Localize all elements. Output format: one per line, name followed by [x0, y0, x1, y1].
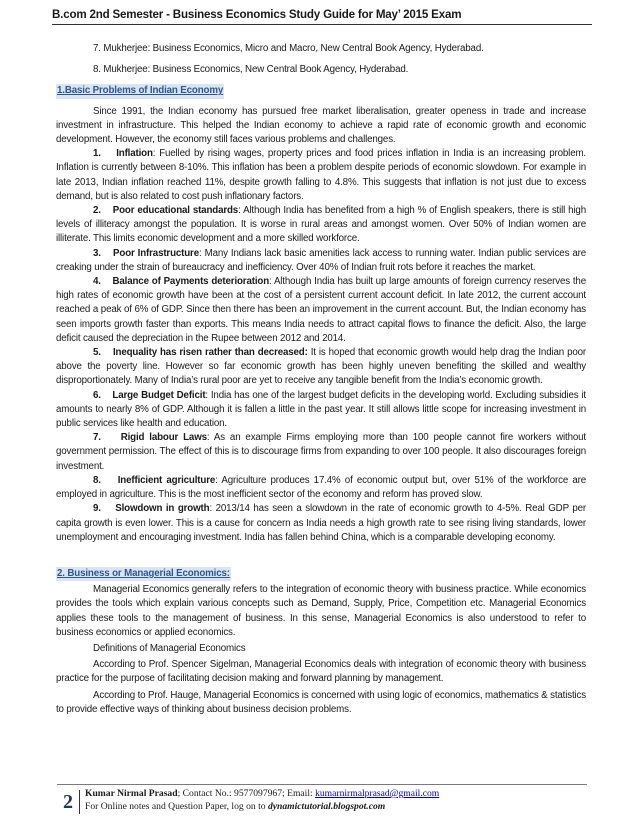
footer-online-line	[85, 801, 385, 813]
problem-title: Inflation	[116, 148, 153, 160]
problem-text: India has one of the largest budget deficits in the developing world. Excluding subsidies it amounts to nearly 8% of GDP. Although it is fallen a little in the past year. It still allows little scope for increasing investment in public services like health and education.	[56, 389, 586, 430]
problem-item	[56, 389, 586, 432]
problem-item	[56, 474, 586, 502]
problem-number: 5.	[93, 347, 101, 359]
footer-site-link[interactable]: dynamictutorial.blogspot.com	[267, 801, 386, 812]
problem-text: Agriculture produces 17.4% of economic output but, over 51% of the workforce are employed in agriculture. This is the most inefficient sector of the economy and reform has proved slow.	[56, 474, 586, 501]
problem-title: Large Budget Deficit	[112, 389, 206, 401]
problem-text: As an example Firms employing more than 100 people cannot fire workers without government permission. The effect of this is to discourage firms from expanding to over 100 people. It also discourages foreign investment.	[56, 432, 586, 472]
definition-sigelman: According to Prof. Spencer Sigelman, Managerial Economics deals with integration of economic theory with business practice for the purpose of facilitating decision making and forward planning by management.	[56, 659, 586, 685]
problem-title: Poor educational standards	[112, 205, 239, 217]
problem-text: Although India has benefited from a high % of English speakers, there is still high levels of illiteracy amongst the population. It is worse in rural areas and amongst women. Over 50% of Indian women are illiterate. This limits economic development and a more skilled workforce.	[56, 205, 586, 245]
problem-sep: :	[269, 276, 274, 288]
problem-number: 8.	[93, 474, 101, 486]
footer-contact-line	[85, 788, 439, 800]
problem-text: Although India has built up large amounts of foreign currency reserves the high rates of economic growth have been at the cost of a persistent current account deficit. In late 2012, the current account reached a peak of 6% of GDP. Since then there has been an improvement in the current account. But, the Indian economy has seen imports growth faster than exports. This means India needs to attract capital flows to finance the deficit. Also, the large deficit caused the depreciation in the Rupee between 2012 and 2014.	[56, 276, 586, 344]
page-footer	[57, 784, 587, 819]
problem-sep: :	[209, 503, 216, 515]
problem-sep: :	[238, 205, 244, 217]
problem-text: Many Indians lack basic amenities lack access to running water. Indian public services are creaking under the strain of bureaucracy and inefficiency. Over 40% of Indian fruit rots before it reaches the market.	[56, 247, 586, 273]
problem-text: 2013/14 has seen a slowdown in the rate of economic growth to 4-5%. Real GDP per capita growth is even lower. This is a cause for concern as India needs a high growth rate to see rising living standards, lower unemployment and encouraging investment. India has fallen behind China, which is a comparable developing economy.	[56, 503, 586, 543]
section-2-heading: 2. Business or Managerial Economics:	[56, 567, 231, 581]
problem-number: 9.	[93, 503, 101, 515]
problem-title: Poor Infrastructure	[113, 247, 199, 259]
page-header: B.com 2nd Semester - Business Economics Study Guide for May’ 2015 Exam	[52, 8, 592, 25]
problem-number: 3.	[93, 247, 101, 259]
footer-contact: ; Contact No.: 9577097967; Email:	[177, 788, 316, 799]
section-1-heading: 1.Basic Problems of Indian Economy	[56, 84, 224, 98]
problem-sep: :	[205, 389, 211, 401]
problem-text: It is hoped that economic growth would help drag the Indian poor above the poverty line. However so far economic growth has been highly uneven benefiting the skilled and wealthy disproportionately. Many of India’s rural poor are yet to receive any tangible benefit from the India’s economic growth.	[56, 347, 586, 387]
section-1-heading-line	[56, 84, 586, 98]
problem-number: 2.	[93, 205, 101, 217]
problem-item	[56, 502, 586, 545]
problem-item	[56, 275, 586, 346]
page-number: 2	[57, 790, 80, 814]
footer-online-text: For Online notes and Question Paper, log on to	[85, 801, 268, 812]
footer-author: Kumar Nirmal Prasad	[85, 788, 178, 799]
problem-number: 7.	[93, 432, 101, 444]
problem-sep: :	[215, 474, 222, 486]
problem-sep: :	[206, 432, 214, 444]
problem-item	[56, 147, 586, 204]
section-2-heading-line	[56, 567, 586, 581]
problem-title: Slowdown in growth	[115, 503, 210, 515]
footer-email-link[interactable]: kumarnirmalprasad@gmail.com	[315, 788, 440, 799]
problem-number: 4.	[93, 276, 101, 288]
problem-item	[56, 346, 586, 389]
problem-title: Inefficient agriculture	[117, 474, 216, 486]
section-2-paragraph: Managerial Economics generally refers to the integration of economic theory with business practice. While economics provides the tools which explain various concepts such as Demand, Supply, Price, Competition etc. Managerial Economics applies these tools to the management of business. In this sense, Managerial Economics is also understood to refer to business economics or applied economics.	[56, 584, 586, 638]
reference-7: 7. Mukherjee: Business Economics, Micro and Macro, New Central Book Agency, Hyderabad.	[93, 43, 484, 54]
problem-text: Fuelled by rising wages, property prices and food prices inflation in India is an increasing problem. Inflation is currently between 8-10%. This inflation has been a problem despite periods of economic slowdown. For example in late 2013, Indian inflation reached 11%, despite growth falling to 4.8%. This suggests that inflation is not just due to excess demand, but is also related to cost push inflationary factors.	[56, 148, 586, 202]
section-gap	[56, 545, 586, 567]
problem-item	[56, 431, 586, 474]
problem-sep: :	[152, 148, 160, 160]
definition-hauge: According to Prof. Hauge, Managerial Economics is concerned with using logic of economics, mathematics & statistics to provide effective ways of thinking about business decision problems.	[56, 689, 586, 715]
reference-8: 8. Mukherjee: Business Economics, New Central Book Agency, Hyderabad.	[93, 64, 409, 76]
problem-number: 1.	[93, 148, 101, 160]
definitions-heading: Definitions of Managerial Economics	[93, 642, 246, 654]
problem-item	[56, 204, 586, 247]
problem-title: Inequality has risen rather than decreased:	[112, 347, 308, 359]
problem-item	[56, 247, 586, 275]
section-1-intro: Since 1991, the Indian economy has pursued free market liberalisation, greater openess in trade and increase investment in infrastructure. This helped the Indian economy to achieve a rapid rate of economic growth and economic development. However, the economy still faces various problems and challenges.	[56, 105, 586, 146]
problem-title: Balance of Payments deterioration	[112, 276, 269, 288]
problem-number: 6.	[93, 389, 101, 401]
problem-sep: :	[198, 247, 205, 259]
page-content	[56, 42, 586, 717]
problem-title: Rigid labour Laws	[120, 432, 207, 444]
